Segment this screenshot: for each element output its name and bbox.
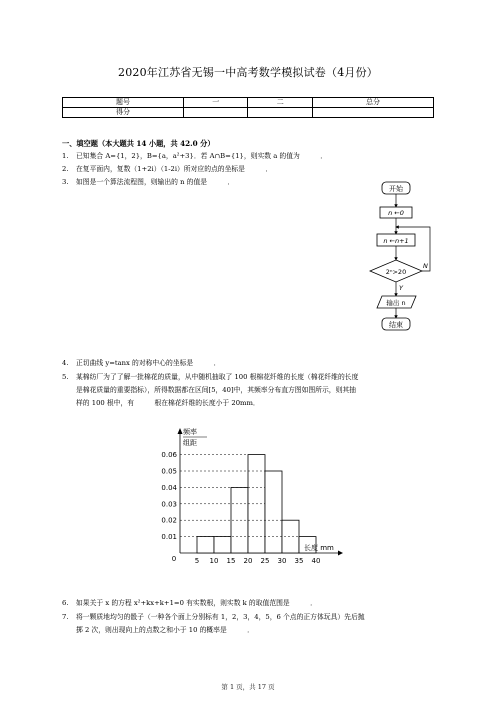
y-tick-label: 0.02 (161, 516, 177, 525)
flow-no-label: N (423, 262, 428, 270)
y-axis-label: 频率 (183, 428, 197, 436)
x-tick-label: 30 (277, 557, 287, 565)
flow-step-label: n ←n+1 (383, 237, 409, 245)
flow-end-label: 结束 (389, 321, 403, 329)
histogram-bar (265, 471, 282, 553)
flow-init-label: n ←0 (388, 209, 404, 217)
question-text-line: 掷 2 次，则出现向上的点数之和小于 10 的概率是 ． (76, 626, 254, 634)
y-tick-label: 0.03 (161, 500, 177, 509)
question-number: 5. (62, 373, 69, 381)
question-text-line: 是棉花质量的重要指标），所得数据都在区间[5，40]中，其频率分布直方图如图所示，则其抽 (76, 386, 356, 394)
x-tick-label: 5 (194, 557, 200, 565)
x-tick-label: 40 (311, 557, 321, 565)
y-tick-label: 0.01 (161, 533, 177, 542)
histogram-bar (197, 537, 214, 553)
flow-output-label: 输出 n (386, 299, 406, 307)
x-tick-label: 20 (243, 557, 253, 565)
y-tick-label: 0.05 (161, 467, 177, 476)
question-number: 4. (62, 359, 69, 367)
question-text-line: 将一颗质地均匀的骰子（一种各个面上分别标有 1，2，3，4，5，6 个点的正方体玩具）先后抛 (76, 613, 365, 621)
y-tick-label: 0.04 (161, 483, 177, 492)
question-text: 在复平面内，复数（1+2i）（1-2i）所对应的点的坐标是 ． (76, 165, 273, 173)
section-heading: 一、填空题（本大题共 14 小题，共 42.0 分） (62, 139, 215, 148)
y-tick-label: 0.06 (161, 451, 177, 460)
question-text: 正切曲线 y=tanx 的对称中心的坐标是 ． (76, 359, 221, 367)
flowchart (350, 180, 440, 335)
question-text-line: 样的 100 根中，有 根在棉花纤维的长度小于 20mm． (76, 399, 260, 407)
score-cell (183, 108, 248, 118)
y-axis-label: 组距 (183, 439, 197, 447)
score-row-label: 得分 (63, 108, 184, 118)
y-axis-arrow (178, 428, 183, 434)
histogram-bar (214, 537, 231, 553)
score-header-cell: 题号 (63, 98, 184, 108)
x-tick-label: 15 (226, 557, 236, 565)
question-number: 7. (62, 613, 69, 621)
x-tick-label: 35 (294, 557, 304, 565)
score-table-row (63, 108, 434, 118)
paper-title: 2020年江苏省无锡一中高考数学模拟试卷（4月份） (118, 66, 378, 79)
x-tick-label: 10 (209, 557, 219, 565)
x-tick-label: 25 (260, 557, 270, 565)
question-number: 3. (62, 178, 69, 186)
flow-yes-label: Y (399, 284, 403, 292)
frequency-histogram (150, 420, 360, 575)
question-number: 2. (62, 165, 69, 173)
question-number: 6. (62, 599, 69, 607)
flow-decision-label: 2ⁿ>20 (385, 268, 407, 276)
page-footer: 第 1 页，共 17 页 (221, 683, 275, 691)
x-axis-arrow (338, 551, 343, 556)
origin-label: 0 (171, 555, 177, 563)
score-cell (313, 108, 434, 118)
score-table (62, 97, 434, 118)
question-text: 如图是一个算法流程图，则输出的 n 的值是 ． (76, 178, 235, 186)
x-axis-label: 长度 mm (304, 544, 334, 552)
score-header-cell: 总分 (313, 98, 434, 108)
score-header-cell: 一 (183, 98, 248, 108)
score-header-cell: 二 (248, 98, 313, 108)
flow-start-label: 开始 (389, 185, 403, 193)
question-text: 已知集合 A={1，2}，B={a，a²+3}．若 A∩B={1}，则实数 a 的值为 ． (76, 152, 327, 160)
score-table-header-row (63, 98, 434, 108)
score-cell (248, 108, 313, 118)
question-number: 1. (62, 152, 69, 160)
question-text-line: 某棉纺厂为了了解一批棉花的质量，从中随机抽取了 100 根棉花纤维的长度（棉花纤维的长度 (76, 373, 359, 381)
question-text: 如果关于 x 的方程 x²+kx+k+1=0 有实数根，则实数 k 的取值范围是 ． (76, 599, 317, 607)
